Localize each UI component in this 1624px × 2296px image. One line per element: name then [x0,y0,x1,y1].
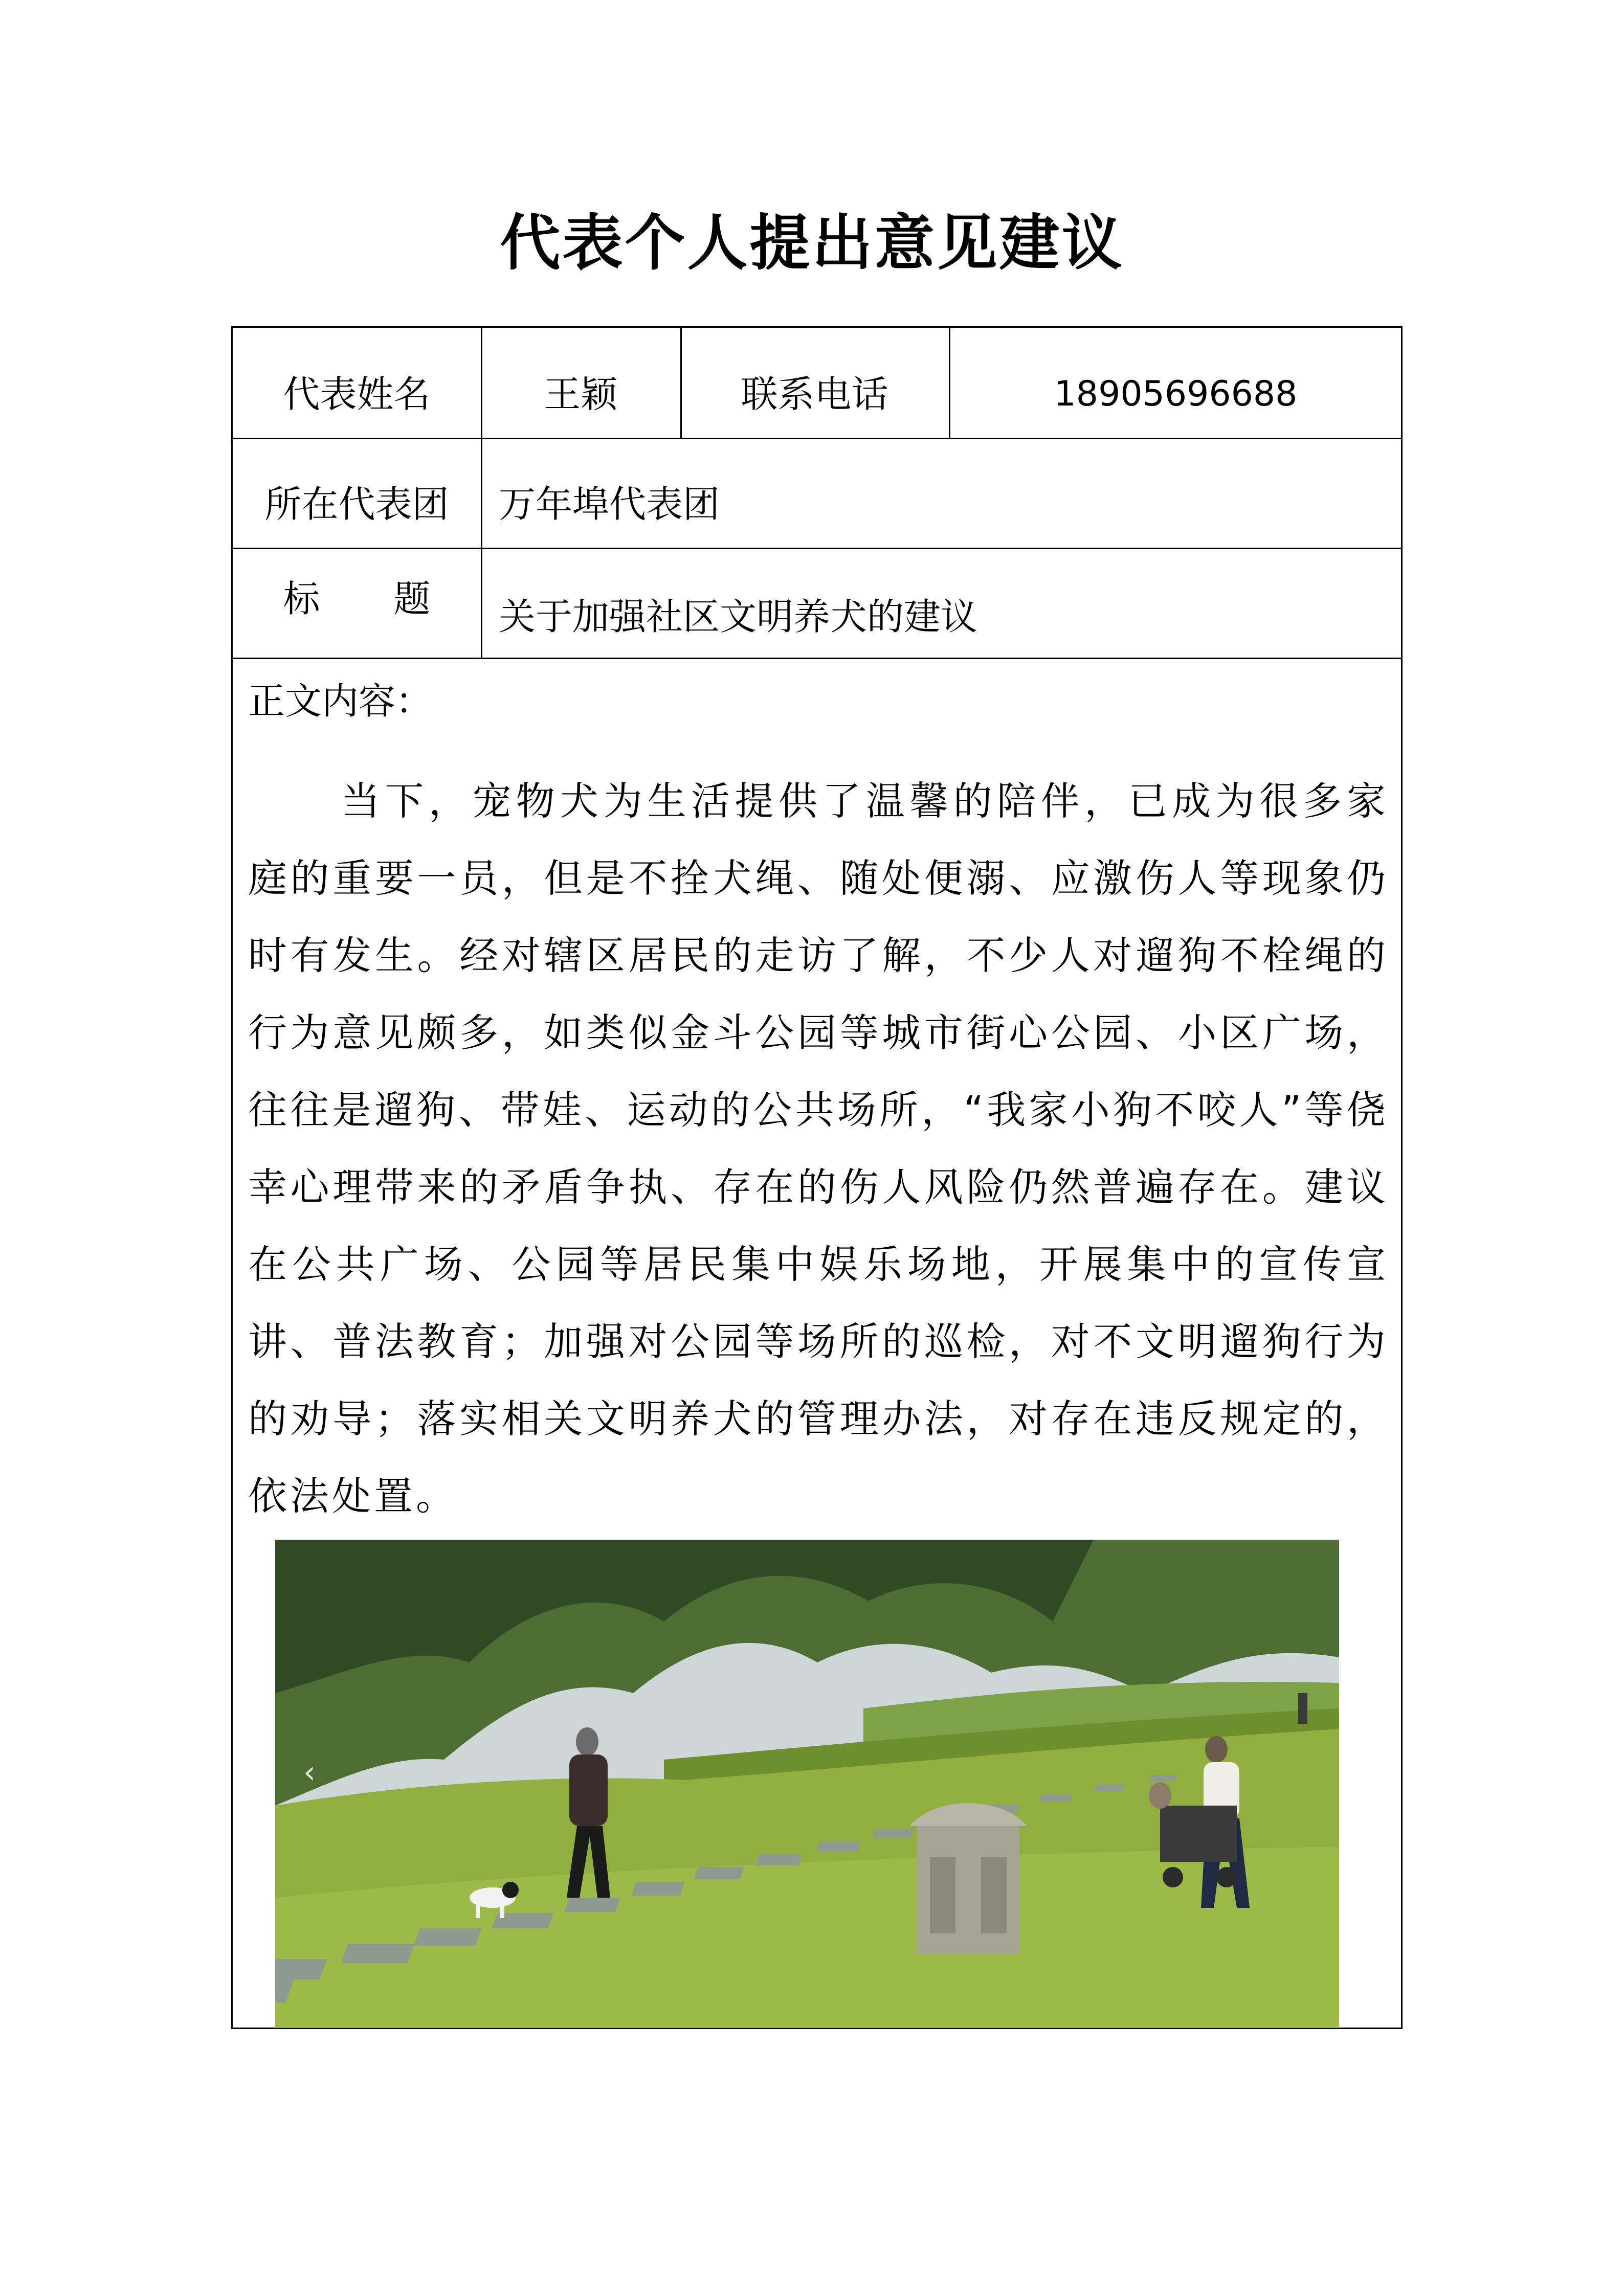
suggestion-form-table [231,326,1403,2029]
document-title: 代表个人提出意见建议 [500,207,1124,278]
phone-label: 联系电话 [741,373,888,416]
subject-label: 标 题 [283,577,431,620]
phone-value: 18905696688 [1054,374,1298,414]
row-divider-3 [233,658,1401,659]
row-divider-1 [233,438,1401,439]
subject-value: 关于加强社区文明养犬的建议 [499,595,978,638]
park-photo [275,1540,1339,2028]
delegation-label: 所在代表团 [264,483,449,526]
delegation-value: 万年埠代表团 [499,483,720,526]
rep-name-value: 王颖 [543,373,617,416]
row-divider-2 [233,548,1401,549]
rep-name-label: 代表姓名 [283,373,431,416]
park-scene-illustration [275,1540,1339,2028]
content-label: 正文内容： [248,680,433,723]
content-body: 当下，宠物犬为生活提供了温馨的陪伴，已成为很多家庭的重要一员，但是不拴犬绳、随处便溺、应激伤人等现象仍时有发生。经对辖区居民的走访了解，不少人对遛狗不栓绳的行为意见颇多，如类似金斗公园等城市街心公园、小区广场，往往是遛狗、带娃、运动的公共场所，“我家小狗不咬人”等侥幸心理带来的矛盾争执、存在的伤人风险仍然普遍存在。建议在公共广场、公园等居民集中娱乐场地，开展集中的宣传宣讲、普法教育；加强对公园等场所的巡检，对不文明遛狗行为的劝导；落实相关文明养犬的管理办法，对存在违反规定的，依法处置。 [248,778,1389,1519]
carousel-prev-arrow-icon[interactable]: ‹ [303,1754,316,1790]
